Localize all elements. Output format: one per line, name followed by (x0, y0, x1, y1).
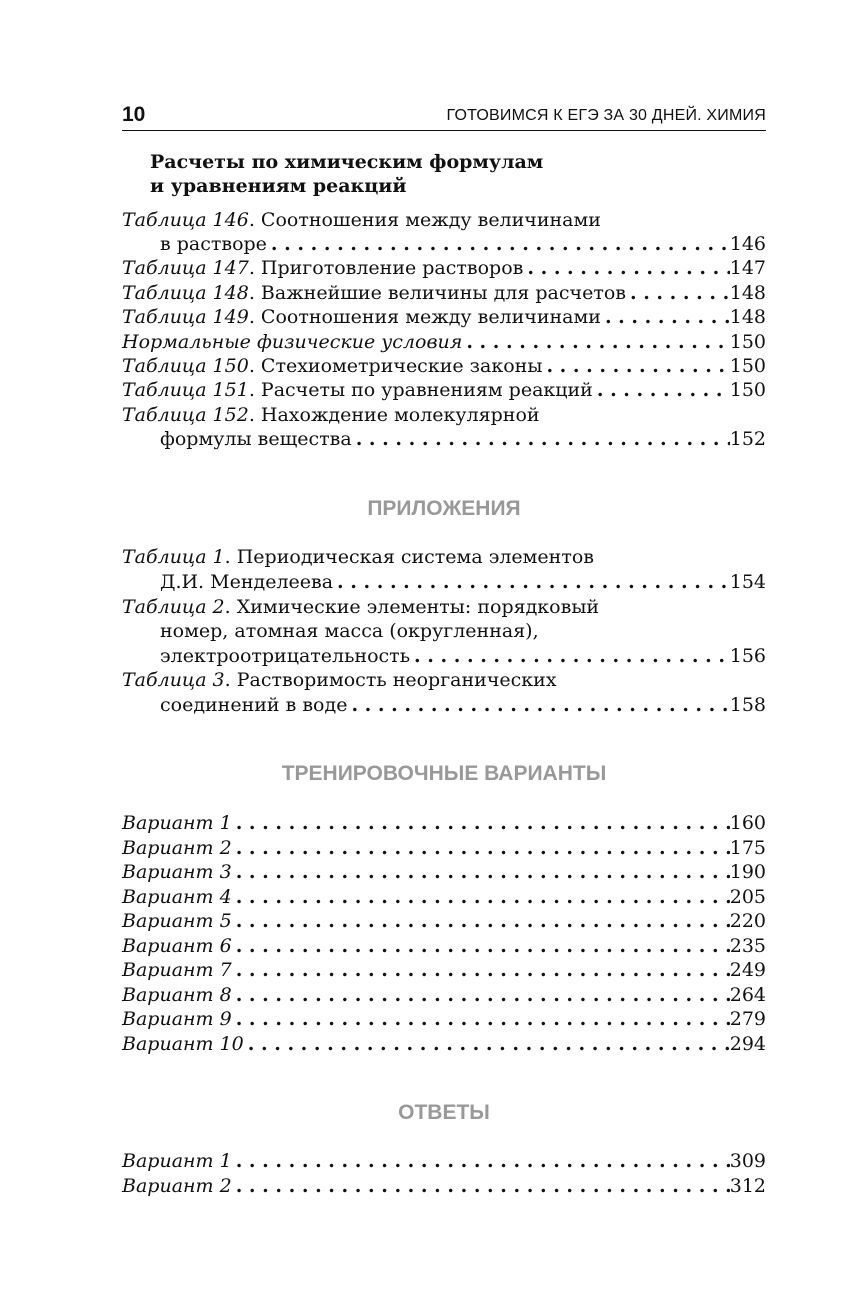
toc-page: 148 (729, 282, 766, 304)
toc-entry-variant[interactable] (122, 909, 766, 933)
toc-page: 147 (729, 257, 766, 279)
toc-entry-variant[interactable] (122, 885, 766, 909)
toc-page: 146 (729, 233, 766, 255)
toc-label: Вариант 10 (122, 1032, 244, 1055)
toc-label: Таблица 3 (122, 669, 225, 691)
toc-page: 235 (729, 934, 766, 957)
toc-label: Вариант 4 (122, 885, 232, 908)
toc-entry-t149[interactable] (122, 305, 766, 329)
toc-entry-variant[interactable] (122, 1174, 766, 1198)
page-header (122, 102, 766, 131)
toc-entry-variant[interactable] (122, 983, 766, 1007)
toc-page: 264 (729, 983, 766, 1006)
toc-page: 152 (729, 428, 766, 450)
toc-entry-app-t3[interactable] (122, 668, 766, 692)
section-title-appendix: ПРИЛОЖЕНИЯ (367, 497, 521, 520)
toc-page: 150 (729, 331, 766, 353)
toc-text: . Нахождение молекулярной (248, 404, 540, 426)
toc-text: электроотрицательность (160, 645, 411, 667)
toc-label: Вариант 1 (122, 812, 232, 834)
toc-label: Таблица 148 (122, 282, 249, 304)
toc-entry-variant[interactable] (122, 836, 766, 860)
toc-entry-t146-cont (160, 232, 766, 256)
leader-dots (232, 983, 730, 1007)
leader-dots (601, 305, 730, 329)
toc-entry-variant[interactable] (122, 958, 766, 982)
toc-entry-app-t1-cont (160, 570, 766, 594)
toc-label: Вариант 3 (122, 861, 232, 883)
toc-label: Таблица 1 (122, 546, 225, 568)
leader-dots (232, 836, 730, 860)
subsection-heading-line1: Расчеты по химическим формулам (150, 151, 544, 173)
toc-page: 279 (729, 1008, 766, 1030)
toc-label: Вариант 5 (122, 910, 232, 932)
toc-entry-t150[interactable] (122, 354, 766, 378)
toc-entry-variant[interactable] (122, 1007, 766, 1031)
leader-dots (333, 570, 730, 594)
toc-entry-app-t3-cont (160, 693, 766, 717)
leader-dots (267, 232, 730, 256)
toc-page: 175 (729, 836, 766, 859)
toc-label: Таблица 146 (122, 209, 249, 231)
leader-dots (232, 885, 730, 909)
toc-page: 309 (729, 1150, 766, 1172)
toc-text: . Расчеты по уравнениям реакций (248, 379, 593, 401)
leader-dots (232, 1174, 730, 1198)
toc-text: . Химические элементы: порядковый (224, 596, 600, 618)
toc-label: Таблица 152 (122, 404, 249, 426)
toc-entry-t147[interactable] (122, 256, 766, 280)
running-title: ГОТОВИМСЯ К ЕГЭ ЗА 30 ДНЕЙ. ХИМИЯ (446, 107, 766, 124)
toc-text: соединений в воде (160, 694, 348, 716)
toc-label: Вариант 2 (122, 836, 232, 859)
toc-text: формулы вещества (160, 428, 352, 450)
leader-dots (232, 934, 730, 958)
toc-page: 249 (729, 959, 766, 981)
toc-text: номер, атомная масса (округленная), (160, 620, 539, 642)
toc-entry-t151[interactable] (122, 378, 766, 402)
leader-dots (232, 909, 730, 933)
leader-dots (523, 256, 729, 280)
toc-entry-app-t2[interactable] (122, 595, 766, 619)
leader-dots (232, 811, 730, 835)
toc-text: . Приготовление растворов (248, 257, 524, 279)
leader-dots (232, 860, 730, 884)
toc-label: Таблица 2 (122, 596, 225, 618)
toc-page: 190 (729, 861, 766, 883)
leader-dots (232, 958, 730, 982)
toc-label: Вариант 2 (122, 1174, 232, 1197)
toc-page: 158 (729, 694, 766, 716)
toc-text: . Соотношения между величинами (248, 306, 601, 328)
toc-text: в растворе (160, 233, 267, 255)
toc-page: 312 (729, 1174, 766, 1197)
subsection-heading (150, 150, 543, 198)
toc-text: . Периодическая система элементов (224, 546, 594, 568)
subsection-heading-line2: и уравнениям реакций (150, 175, 407, 197)
toc-entry-t152[interactable] (122, 403, 766, 427)
toc-label: Вариант 1 (122, 1150, 232, 1172)
toc-page: 150 (729, 355, 766, 377)
toc-entry-t148[interactable] (122, 281, 766, 305)
leader-dots (626, 281, 730, 305)
leader-dots (347, 693, 729, 717)
leader-dots (232, 1149, 730, 1173)
section-title-answers: ОТВЕТЫ (398, 1101, 490, 1124)
toc-label: Таблица 149 (122, 306, 249, 328)
toc-label: Таблица 151 (122, 379, 249, 401)
toc-entry-variant[interactable] (122, 934, 766, 958)
toc-text: . Стехиометрические законы (248, 355, 543, 377)
toc-page: 220 (729, 910, 766, 932)
toc-entry-app-t1[interactable] (122, 545, 766, 569)
toc-entry-t152-cont (160, 427, 766, 451)
leader-dots (593, 378, 730, 402)
section-title-training: ТРЕНИРОВОЧНЫЕ ВАРИАНТЫ (281, 762, 607, 785)
toc-entry-app-t2-cont2 (160, 644, 766, 668)
toc-entry-normal-conditions[interactable] (122, 330, 766, 354)
toc-entry-variant[interactable] (122, 860, 766, 884)
leader-dots (232, 1007, 730, 1031)
toc-page: 294 (729, 1032, 766, 1055)
toc-label: Вариант 6 (122, 934, 232, 957)
toc-text: Д.И. Менделеева (160, 571, 334, 593)
page-number: 10 (122, 103, 146, 126)
toc-text: . Растворимость неорганических (224, 669, 557, 691)
toc-page: 156 (729, 645, 766, 667)
leader-dots (542, 354, 729, 378)
toc-entry-variant[interactable] (122, 1032, 766, 1056)
toc-entry-variant[interactable] (122, 811, 766, 835)
toc-label: Нормальные физические условия (122, 331, 463, 353)
toc-page: 160 (729, 812, 766, 834)
leader-dots (462, 330, 729, 354)
toc-label: Вариант 8 (122, 983, 232, 1006)
toc-page: 150 (729, 379, 766, 401)
toc-page: 148 (729, 306, 766, 328)
toc-entry-t146[interactable] (122, 208, 766, 232)
toc-entry-variant[interactable] (122, 1149, 766, 1173)
leader-dots (352, 427, 730, 451)
toc-label: Вариант 9 (122, 1008, 232, 1030)
toc-label: Вариант 7 (122, 959, 232, 981)
leader-dots (244, 1032, 730, 1056)
toc-label: Таблица 150 (122, 355, 249, 377)
leader-dots (410, 644, 730, 668)
toc-label: Таблица 147 (122, 257, 249, 279)
toc-entry-app-t2-cont1 (160, 619, 766, 643)
toc-text: . Важнейшие величины для расчетов (248, 282, 626, 304)
toc-text: . Соотношения между величинами (248, 209, 601, 231)
toc-page: 154 (729, 571, 766, 593)
toc-page: 205 (729, 885, 766, 908)
